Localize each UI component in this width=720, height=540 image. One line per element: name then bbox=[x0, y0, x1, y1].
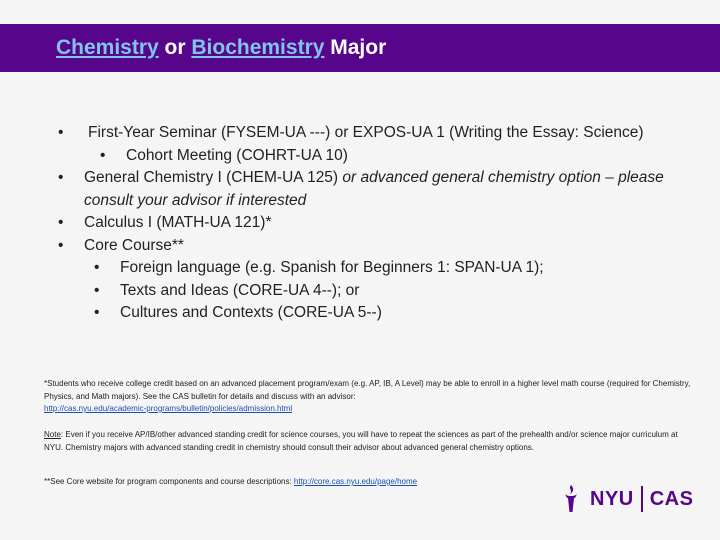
list-item-text: Core Course** bbox=[84, 236, 184, 254]
list-item-text-normal: General Chemistry I (CHEM-UA 125) bbox=[84, 169, 343, 186]
list-item bbox=[58, 212, 698, 235]
sub-list-item bbox=[100, 145, 698, 168]
bullet: • bbox=[58, 214, 64, 231]
list-item-text: Calculus I (MATH-UA 121)* bbox=[84, 214, 272, 231]
list-item bbox=[58, 167, 698, 212]
list-item-text-italic: or advanced general chemistry option – please consult your advisor if interested bbox=[84, 169, 664, 209]
list-item-text: Cohort Meeting (COHRT-UA 10) bbox=[126, 146, 348, 164]
title-major: Major bbox=[324, 36, 387, 59]
list-item-text: Cultures and Contexts (CORE-UA 5--) bbox=[120, 304, 382, 321]
list-item bbox=[58, 122, 698, 145]
footnote-math bbox=[44, 378, 694, 416]
list-item bbox=[58, 235, 698, 258]
footnote-note bbox=[44, 429, 694, 454]
admission-policy-link[interactable]: http://cas.nyu.edu/academic-programs/bulletin/policies/admission.html bbox=[44, 404, 293, 413]
nyu-cas-logo bbox=[560, 484, 693, 514]
torch-icon bbox=[560, 484, 582, 514]
bullet: • bbox=[58, 124, 64, 141]
bullet: • bbox=[94, 304, 100, 321]
chemistry-link[interactable]: Chemistry bbox=[56, 36, 159, 59]
sub-list-item bbox=[58, 302, 698, 325]
note-label: Note bbox=[44, 430, 61, 439]
footnote-text: *Students who receive college credit based on an advanced placement program/exam (e.g. AP, IB, A Level) may be able to enroll in a higher level math course (required for Chemistry, Physics, and Math majors). See the CAS bulletin for details and discuss with an advisor: bbox=[44, 379, 691, 401]
bullet: • bbox=[94, 259, 100, 276]
list-item-text: Texts and Ideas (CORE-UA 4--); or bbox=[120, 281, 360, 299]
core-website-link[interactable]: http://core.cas.nyu.edu/page/home bbox=[293, 477, 418, 486]
bullet: • bbox=[94, 281, 100, 299]
list-item-text: First-Year Seminar (FYSEM-UA ---) or EXPOS-UA 1 (Writing the Essay: Science) bbox=[88, 124, 644, 141]
logo-nyu-text: NYU bbox=[590, 487, 634, 510]
footnote-text: : Even if you receive AP/IB/other advanced standing credit for science courses, you will have to repeat the sciences as part of the prehealth and/or science major curriculum at NYU. Chemistry majors with advanced standing credit in chemistry should consult their advisor about advanced general chemistry options. bbox=[44, 430, 678, 452]
sub-list-item bbox=[58, 280, 698, 303]
list-item-text: Foreign language (e.g. Spanish for Beginners 1: SPAN-UA 1); bbox=[120, 259, 544, 276]
bullet: • bbox=[58, 169, 64, 186]
logo-divider bbox=[641, 486, 643, 512]
sub-list-item bbox=[58, 257, 698, 280]
footnote-text: **See Core website for program components and course descriptions: bbox=[44, 477, 294, 486]
list-item-text bbox=[84, 167, 698, 212]
biochemistry-link[interactable]: Biochemistry bbox=[191, 36, 325, 59]
bullet: • bbox=[100, 146, 106, 164]
logo-cas-text: CAS bbox=[649, 487, 694, 510]
course-list bbox=[58, 122, 698, 325]
title-or: or bbox=[158, 36, 192, 59]
page-title bbox=[56, 36, 386, 60]
bullet: • bbox=[58, 236, 64, 254]
